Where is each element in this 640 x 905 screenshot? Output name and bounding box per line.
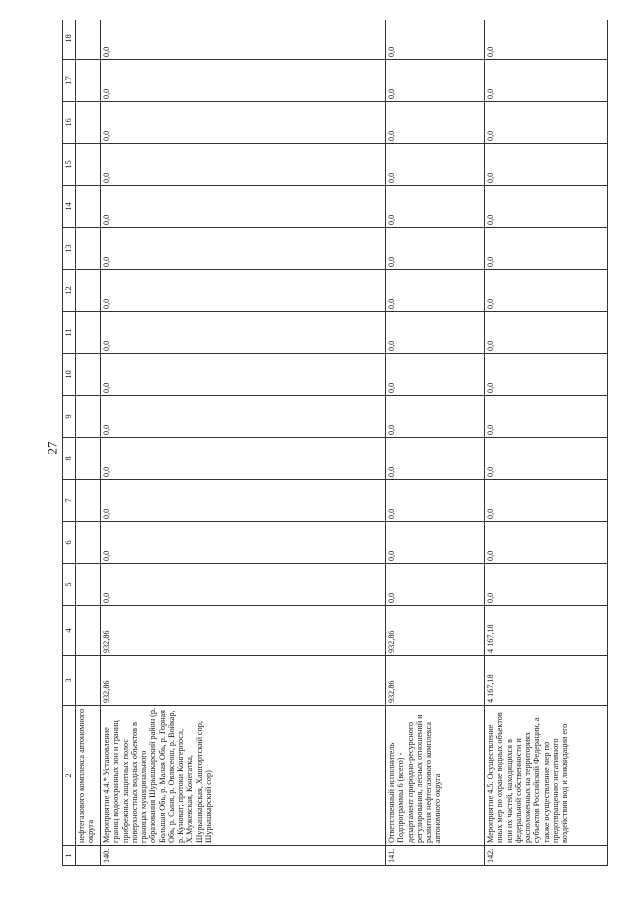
value-cell: 0,0 [485,354,608,396]
value-cell: 0,0 [386,60,485,102]
header-cell: 10 [63,354,76,396]
value-cell: 0,0 [485,312,608,354]
value-cell: 932,86 [101,656,386,706]
header-cell: 4 [63,606,76,656]
value-cell [76,438,101,480]
value-cell [76,564,101,606]
value-cell: 0,0 [101,438,386,480]
row-number: 140. [101,846,386,866]
header-cell: 9 [63,396,76,438]
table-viewport [62,20,608,866]
header-cell: 12 [63,270,76,312]
value-cell: 0,0 [386,312,485,354]
value-cell: 0,0 [386,480,485,522]
value-cell: 0,0 [101,270,386,312]
value-cell: 0,0 [101,354,386,396]
rotated-table-wrapper [62,20,608,866]
table-row [76,20,101,866]
header-cell: 13 [63,228,76,270]
value-cell: 0,0 [485,144,608,186]
value-cell: 0,0 [386,522,485,564]
value-cell: 0,0 [485,438,608,480]
value-cell: 0,0 [101,186,386,228]
value-cell [76,312,101,354]
value-cell: 0,0 [101,144,386,186]
row-number: 142. [485,846,608,866]
value-cell: 0,0 [485,60,608,102]
value-cell: 0,0 [101,522,386,564]
value-cell: 0,0 [386,354,485,396]
header-cell: 8 [63,438,76,480]
value-cell: 932,86 [386,606,485,656]
budget-table [62,20,608,866]
value-cell: 0,0 [386,144,485,186]
value-cell [76,60,101,102]
value-cell: 932,86 [101,606,386,656]
value-cell: 0,0 [485,102,608,144]
value-cell: 0,0 [485,186,608,228]
value-cell: 0,0 [101,480,386,522]
value-cell: 0,0 [386,228,485,270]
row-description: Ответственный исполнитель Подпрограммы 6 (всего) - департамент природно-ресурсного регулирования, лесных отношений и развития нефтегазового комплекса автономного округа [386,706,485,846]
value-cell: 0,0 [101,564,386,606]
header-cell: 14 [63,186,76,228]
value-cell: 0,0 [485,564,608,606]
value-cell: 0,0 [485,396,608,438]
value-cell: 932,86 [386,656,485,706]
value-cell: 0,0 [101,396,386,438]
value-cell [76,186,101,228]
value-cell [76,144,101,186]
value-cell: 0,0 [485,270,608,312]
value-cell: 0,0 [101,228,386,270]
value-cell [76,20,101,60]
header-cell: 3 [63,656,76,706]
header-cell: 11 [63,312,76,354]
row-number: 141. [386,846,485,866]
table-row [386,20,485,866]
row-description: Мероприятие 4.5. Осуществление иных мер по охране водных объектов или их частей, находящихся в федеральной собственности и расположенных на территориях субъектов Российской Федерации, а также осуществление мер по предотвращению негативного воздействия вод и ликвидации его [485,706,608,846]
value-cell: 4 167,18 [485,656,608,706]
value-cell: 0,0 [386,102,485,144]
header-cell: 18 [63,20,76,60]
table-row [485,20,608,866]
value-cell: 0,0 [485,522,608,564]
header-cell: 1 [63,846,76,866]
value-cell: 0,0 [101,102,386,144]
row-description: нефтегазового комплекса автономного округа [76,706,101,846]
value-cell [76,228,101,270]
header-cell: 2 [63,706,76,846]
value-cell [76,270,101,312]
value-cell [76,606,101,656]
value-cell [76,480,101,522]
header-cell: 6 [63,522,76,564]
value-cell: 0,0 [485,20,608,60]
value-cell [76,522,101,564]
value-cell: 0,0 [485,480,608,522]
value-cell: 0,0 [386,186,485,228]
table-header-row [63,20,76,866]
header-cell: 7 [63,480,76,522]
value-cell [76,102,101,144]
value-cell: 0,0 [101,20,386,60]
value-cell: 0,0 [386,438,485,480]
value-cell: 0,0 [386,20,485,60]
value-cell [76,354,101,396]
value-cell [76,396,101,438]
row-number [76,846,101,866]
header-cell: 5 [63,564,76,606]
value-cell: 0,0 [101,60,386,102]
header-cell: 16 [63,102,76,144]
value-cell [76,656,101,706]
value-cell: 0,0 [101,312,386,354]
table-row [101,20,386,866]
value-cell: 0,0 [485,228,608,270]
value-cell: 0,0 [386,564,485,606]
value-cell: 0,0 [386,270,485,312]
header-cell: 17 [63,60,76,102]
header-cell: 15 [63,144,76,186]
value-cell: 4 167,18 [485,606,608,656]
page-number: 27 [44,441,60,455]
value-cell: 0,0 [386,396,485,438]
row-description: Мероприятие 4.4.* Установление границ водоохранных зон и границ прибрежных защитных полос поверхностных водных объектов в границах муниципального образования Шурышкарский район (р. Большая Обь, р. Малая Обь, р. Горная Обь, р. Сыня, р. Овлвсеош, р. Войкар, р. Куноват; протоки Конгерпосл, Х.Мужевская, Конегатка, Шурышкарская, Хашгортский сор, Шурышкарский сор) [101,706,386,846]
